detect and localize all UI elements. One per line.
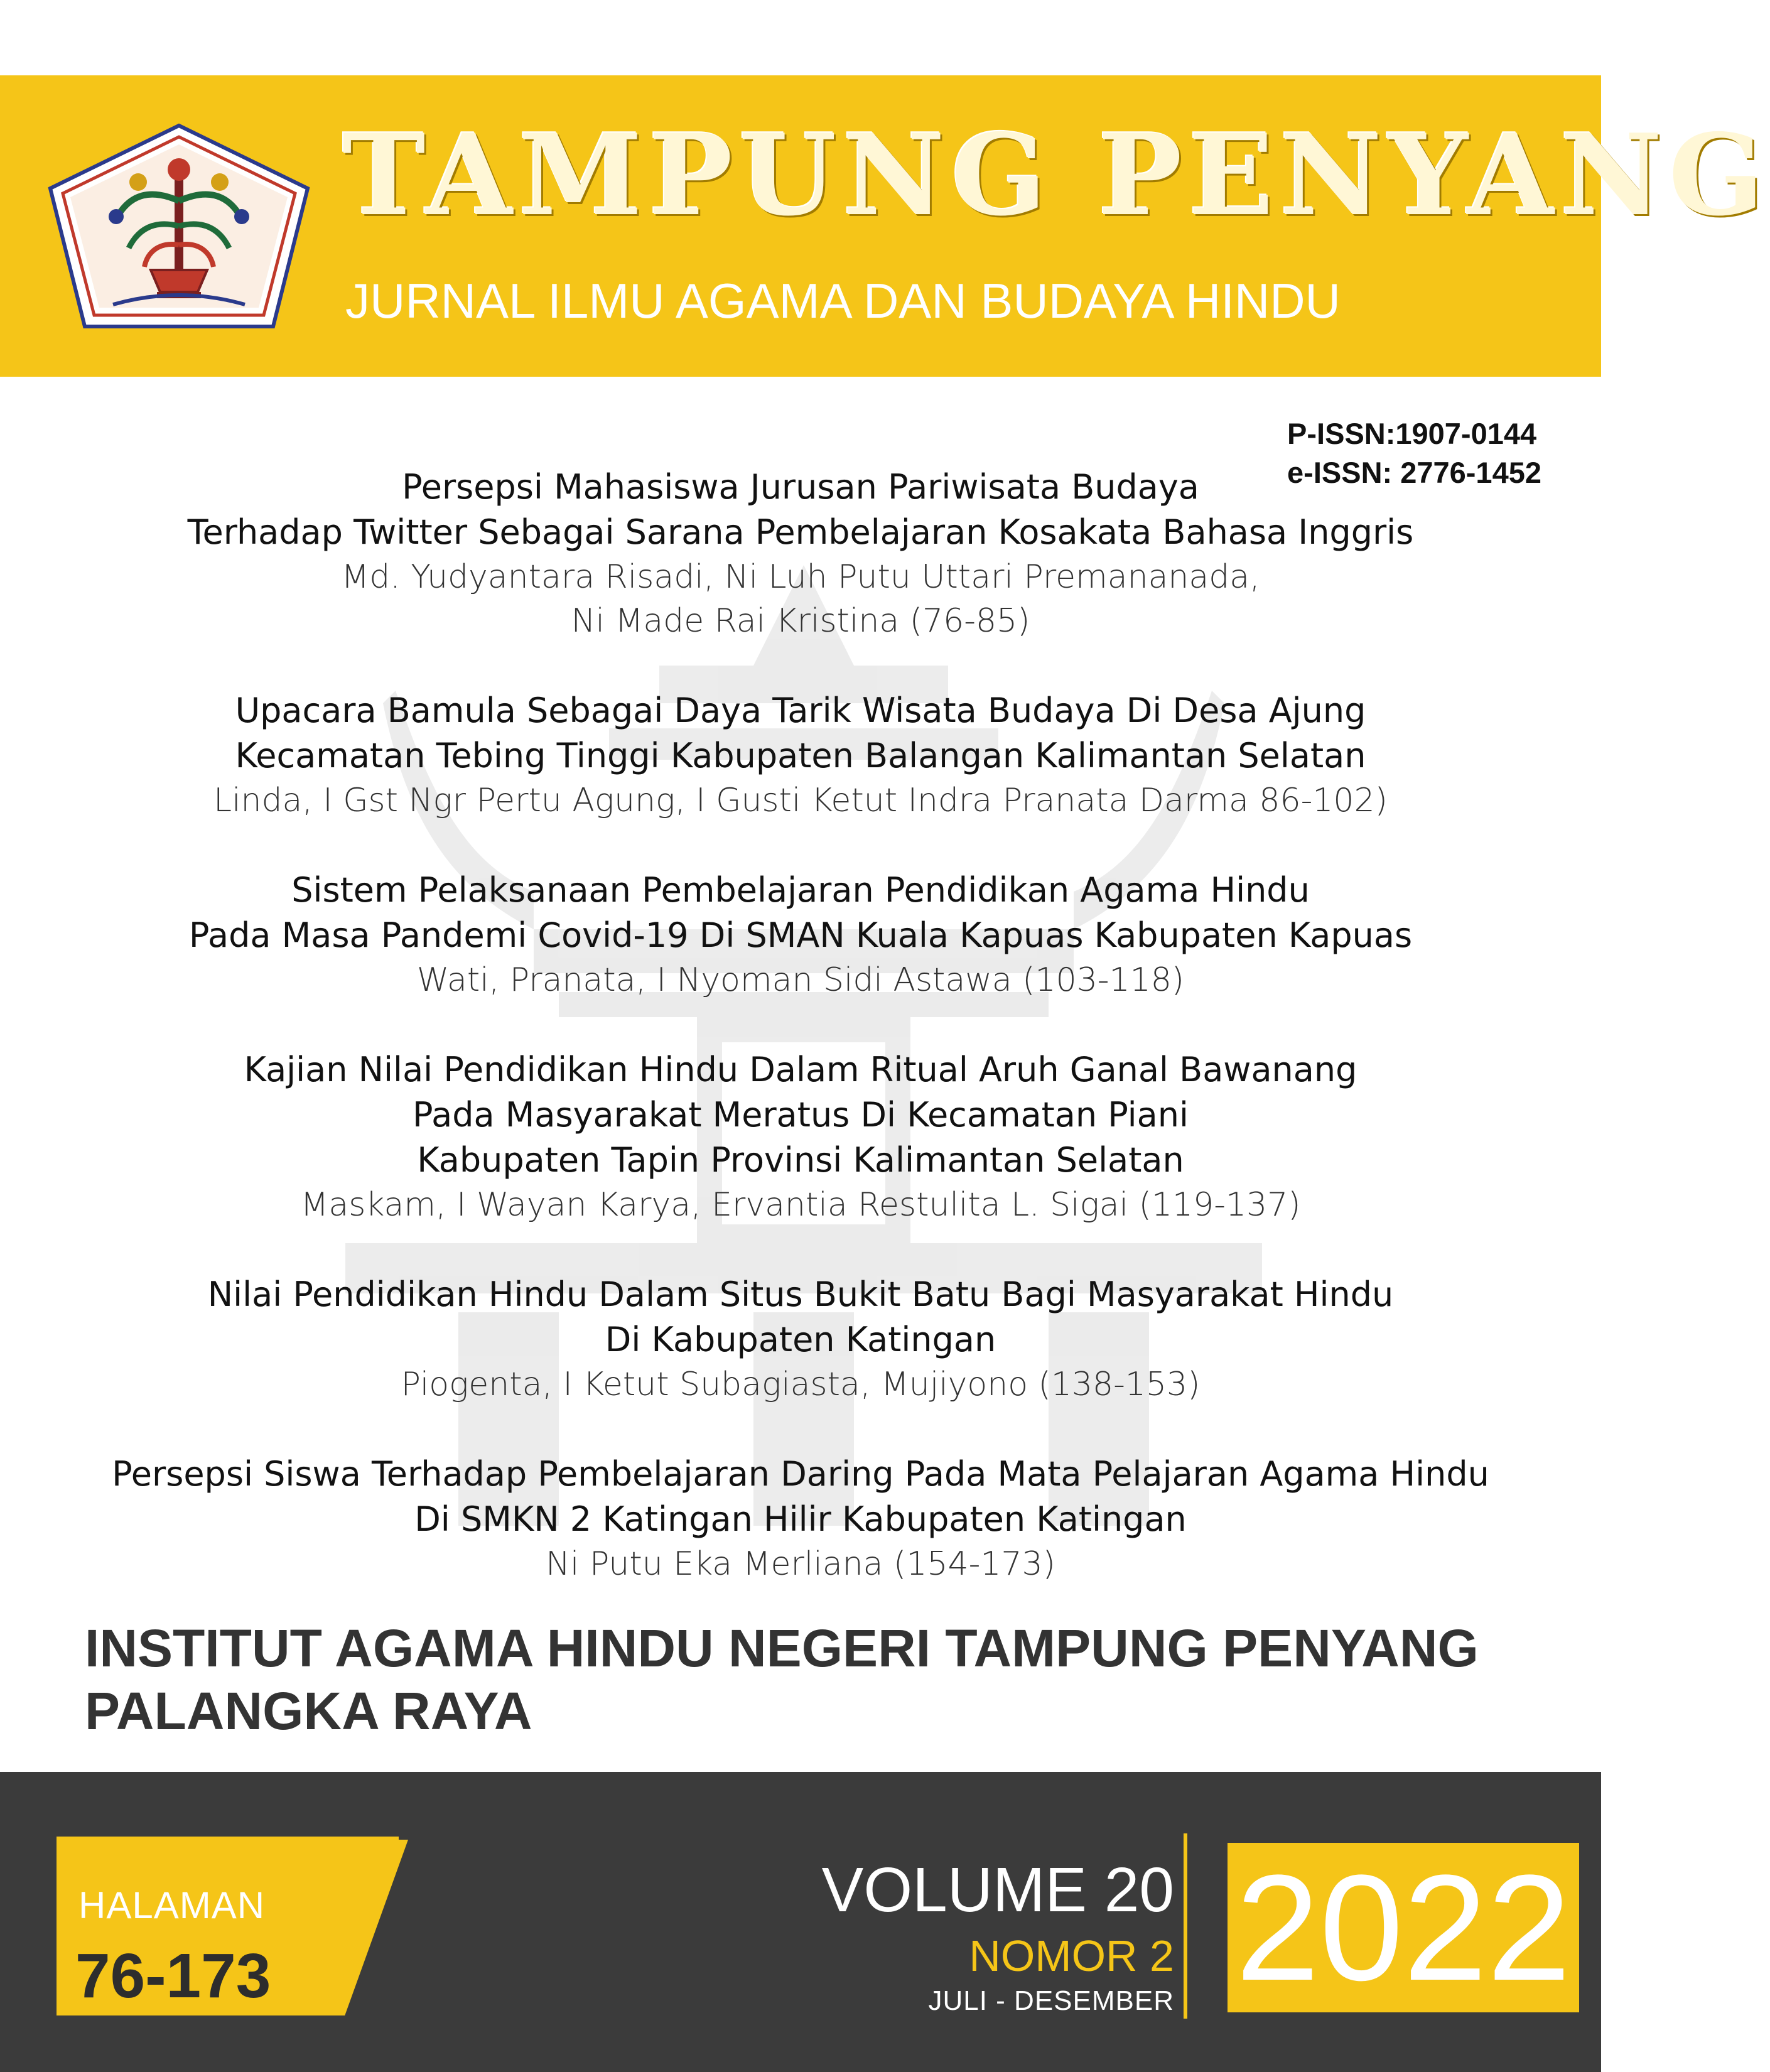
publication-year: 2022 xyxy=(1236,1843,1571,2012)
journal-subtitle: JURNAL ILMU AGAMA DAN BUDAYA HINDU xyxy=(345,273,1341,328)
article-title: Kecamatan Tebing Tinggi Kabupaten Balangan Kalimantan Selatan xyxy=(235,736,1366,775)
issue-number: NOMOR 2 xyxy=(969,1931,1174,1980)
article-title: Upacara Bamula Sebagai Daya Tarik Wisata Budaya Di Desa Ajung xyxy=(235,691,1366,730)
institute-city: PALANGKA RAYA xyxy=(85,1681,532,1740)
halaman-rule xyxy=(57,1837,399,1840)
article-title: Kajian Nilai Pendidikan Hindu Dalam Ritual Aruh Ganal Bawanang xyxy=(244,1050,1357,1089)
article-item xyxy=(50,868,1551,1002)
article-title: Pada Masa Pandemi Covid-19 Di SMAN Kuala Kapuas Kabupaten Kapuas xyxy=(188,915,1413,955)
article-title: Di Kabupaten Katingan xyxy=(605,1320,996,1359)
article-title: Di SMKN 2 Katingan Hilir Kabupaten Katingan xyxy=(414,1499,1187,1539)
article-item xyxy=(50,465,1551,643)
article-item xyxy=(50,1047,1551,1227)
article-authors: Wati, Pranata, I Nyoman Sidi Astawa (103-118) xyxy=(416,961,1185,999)
institute-name xyxy=(85,1617,1529,1742)
article-authors: Ni Made Rai Kristina (76-85) xyxy=(571,602,1030,640)
article-title: Kabupaten Tapin Provinsi Kalimantan Selatan xyxy=(417,1140,1184,1180)
article-item xyxy=(50,1452,1551,1586)
article-item xyxy=(50,1272,1551,1406)
halaman-pages: 76-173 xyxy=(75,1941,271,2011)
article-authors: Linda, I Gst Ngr Pertu Agung, I Gusti Ketut Indra Pranata Darma 86-102) xyxy=(213,782,1388,819)
print-issn: P-ISSN:1907-0144 xyxy=(1287,417,1537,450)
article-title: Pada Masyarakat Meratus Di Kecamatan Piani xyxy=(413,1095,1189,1135)
footer-divider xyxy=(1184,1833,1187,2019)
article-authors: Maskam, I Wayan Karya, Ervantia Restulita L. Sigai (119-137) xyxy=(300,1186,1301,1224)
crest-logo-icon xyxy=(44,119,314,333)
article-title: Nilai Pendidikan Hindu Dalam Situs Bukit Batu Bagi Masyarakat Hindu xyxy=(207,1275,1394,1314)
article-title: Persepsi Mahasiswa Jurusan Pariwisata Budaya xyxy=(402,467,1199,507)
volume-label: VOLUME 20 xyxy=(821,1855,1174,1925)
article-item xyxy=(50,688,1551,823)
electronic-issn: e-ISSN: 2776-1452 xyxy=(1287,456,1541,489)
halaman-label: HALAMAN xyxy=(78,1884,266,1926)
journal-title: TAMPUNG PENYANG xyxy=(342,109,1770,240)
article-authors: Ni Putu Eka Merliana (154-173) xyxy=(546,1545,1055,1583)
article-list xyxy=(50,465,1551,1631)
article-title: Terhadap Twitter Sebagai Sarana Pembelajaran Kosakata Bahasa Inggris xyxy=(187,512,1414,552)
issue-period: JULI - DESEMBER xyxy=(928,1985,1174,2016)
institute-line: INSTITUT AGAMA HINDU NEGERI TAMPUNG PENYANG xyxy=(85,1619,1479,1678)
article-title: Sistem Pelaksanaan Pembelajaran Pendidikan Agama Hindu xyxy=(291,870,1310,910)
article-authors: Md. Yudyantara Risadi, Ni Luh Putu Uttari Premananada, xyxy=(341,558,1260,596)
article-title: Persepsi Siswa Terhadap Pembelajaran Daring Pada Mata Pelajaran Agama Hindu xyxy=(112,1454,1489,1494)
article-authors: Piogenta, I Ketut Subagiasta, Mujiyono (138-153) xyxy=(401,1366,1201,1403)
